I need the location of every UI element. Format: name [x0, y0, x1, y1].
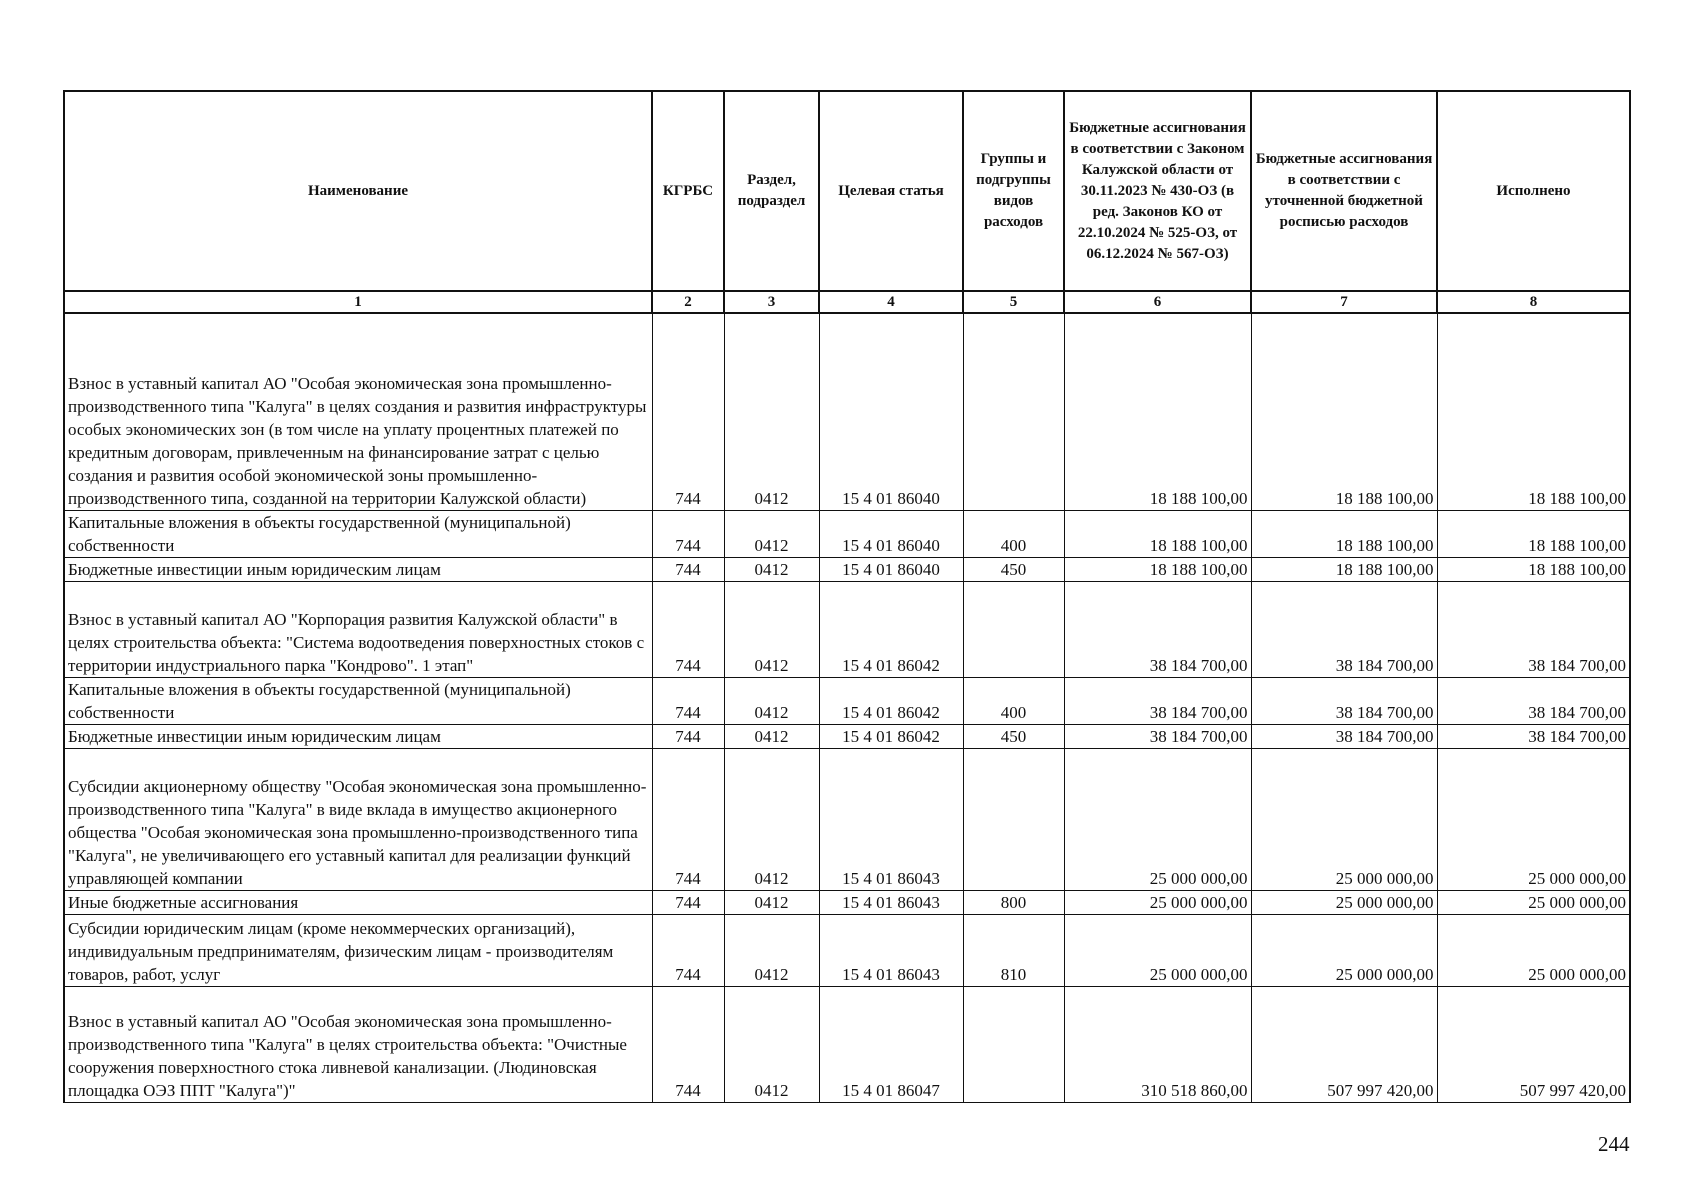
page-number: 244 — [1598, 1132, 1630, 1156]
row-group: 450 — [963, 724, 1064, 748]
row-kgrbs: 744 — [652, 557, 724, 581]
row-group: 400 — [963, 510, 1064, 557]
row-group: 400 — [963, 677, 1064, 724]
row-section: 0412 — [724, 581, 819, 677]
row-target: 15 4 01 86040 — [819, 557, 963, 581]
row-name: Субсидии юридическим лицам (кроме некоммерческих организаций), индивидуальным предпринимателям, физическим лицам - производителям товаров, работ, услуг — [64, 914, 652, 986]
header-target: Целевая статья — [819, 91, 963, 291]
header-section: Раздел, подраздел — [724, 91, 819, 291]
table-row — [64, 313, 1630, 510]
budget-table — [63, 90, 1631, 1103]
row-executed-amount: 18 188 100,00 — [1437, 557, 1630, 581]
row-executed-amount: 38 184 700,00 — [1437, 581, 1630, 677]
header-refined-allocations: Бюджетные ассигнования в соответствии с уточненной бюджетной росписью расходов — [1251, 91, 1437, 291]
row-executed-amount: 38 184 700,00 — [1437, 677, 1630, 724]
row-section: 0412 — [724, 557, 819, 581]
row-name: Бюджетные инвестиции иным юридическим лицам — [64, 724, 652, 748]
row-target: 15 4 01 86042 — [819, 677, 963, 724]
row-kgrbs: 744 — [652, 748, 724, 890]
header-row — [64, 91, 1630, 291]
row-target: 15 4 01 86043 — [819, 914, 963, 986]
row-law-amount: 25 000 000,00 — [1064, 890, 1251, 914]
table-row — [64, 748, 1630, 890]
row-executed-amount: 38 184 700,00 — [1437, 724, 1630, 748]
table-row — [64, 890, 1630, 914]
row-target: 15 4 01 86040 — [819, 313, 963, 510]
row-section: 0412 — [724, 748, 819, 890]
table-row — [64, 581, 1630, 677]
row-refined-amount: 18 188 100,00 — [1251, 313, 1437, 510]
row-group: 810 — [963, 914, 1064, 986]
row-law-amount: 38 184 700,00 — [1064, 581, 1251, 677]
header-group: Группы и подгруппы видов расходов — [963, 91, 1064, 291]
row-law-amount: 18 188 100,00 — [1064, 510, 1251, 557]
row-section: 0412 — [724, 313, 819, 510]
column-number: 8 — [1437, 291, 1630, 313]
column-number: 7 — [1251, 291, 1437, 313]
row-executed-amount: 25 000 000,00 — [1437, 890, 1630, 914]
column-number-row — [64, 291, 1630, 313]
row-law-amount: 18 188 100,00 — [1064, 557, 1251, 581]
row-name: Субсидии акционерному обществу "Особая экономическая зона промышленно-производственного типа "Калуга" в виде вклада в имущество акционерного общества "Особая экономическая зона промышленно-производственного типа "Калуга", не увеличивающего его уставный капитал для реализации функций управляющей компании — [64, 748, 652, 890]
row-refined-amount: 38 184 700,00 — [1251, 677, 1437, 724]
row-refined-amount: 18 188 100,00 — [1251, 557, 1437, 581]
row-kgrbs: 744 — [652, 510, 724, 557]
header-law-allocations: Бюджетные ассигнования в соответствии с Законом Калужской области от 30.11.2023 № 430-ОЗ (в ред. Законов КО от 22.10.2024 № 525-ОЗ, от 06.12.2024 № 567-ОЗ) — [1064, 91, 1251, 291]
table-row — [64, 677, 1630, 724]
row-refined-amount: 25 000 000,00 — [1251, 890, 1437, 914]
row-refined-amount: 18 188 100,00 — [1251, 510, 1437, 557]
column-number: 2 — [652, 291, 724, 313]
row-name: Иные бюджетные ассигнования — [64, 890, 652, 914]
row-executed-amount: 25 000 000,00 — [1437, 914, 1630, 986]
table-row — [64, 914, 1630, 986]
row-kgrbs: 744 — [652, 890, 724, 914]
row-refined-amount: 25 000 000,00 — [1251, 748, 1437, 890]
table-row — [64, 986, 1630, 1102]
row-section: 0412 — [724, 986, 819, 1102]
header-executed: Исполнено — [1437, 91, 1630, 291]
table-row — [64, 724, 1630, 748]
row-group: 800 — [963, 890, 1064, 914]
column-number: 6 — [1064, 291, 1251, 313]
column-number: 4 — [819, 291, 963, 313]
column-number: 5 — [963, 291, 1064, 313]
row-group: 450 — [963, 557, 1064, 581]
row-refined-amount: 25 000 000,00 — [1251, 914, 1437, 986]
row-section: 0412 — [724, 914, 819, 986]
row-name: Капитальные вложения в объекты государственной (муниципальной) собственности — [64, 677, 652, 724]
row-section: 0412 — [724, 510, 819, 557]
table-row — [64, 557, 1630, 581]
row-kgrbs: 744 — [652, 914, 724, 986]
row-kgrbs: 744 — [652, 677, 724, 724]
row-group — [963, 313, 1064, 510]
row-refined-amount: 38 184 700,00 — [1251, 724, 1437, 748]
row-section: 0412 — [724, 724, 819, 748]
row-law-amount: 25 000 000,00 — [1064, 914, 1251, 986]
column-number: 3 — [724, 291, 819, 313]
header-name: Наименование — [64, 91, 652, 291]
row-section: 0412 — [724, 890, 819, 914]
row-target: 15 4 01 86043 — [819, 890, 963, 914]
header-kgrbs: КГРБС — [652, 91, 724, 291]
table-row — [64, 510, 1630, 557]
row-refined-amount: 38 184 700,00 — [1251, 581, 1437, 677]
row-group — [963, 986, 1064, 1102]
row-name: Бюджетные инвестиции иным юридическим лицам — [64, 557, 652, 581]
row-law-amount: 310 518 860,00 — [1064, 986, 1251, 1102]
row-name: Взнос в уставный капитал АО "Корпорация развития Калужской области" в целях строительства объекта: "Система водоотведения поверхностных стоков с территории индустриального парка "Кондрово". 1 этап" — [64, 581, 652, 677]
row-law-amount: 18 188 100,00 — [1064, 313, 1251, 510]
row-kgrbs: 744 — [652, 724, 724, 748]
row-name: Капитальные вложения в объекты государственной (муниципальной) собственности — [64, 510, 652, 557]
row-group — [963, 581, 1064, 677]
row-name: Взнос в уставный капитал АО "Особая экономическая зона промышленно-производственного типа "Калуга" в целях строительства объекта: "Очистные сооружения поверхностного стока ливневой канализации. (Людиновская площадка ОЭЗ ППТ "Калуга")" — [64, 986, 652, 1102]
row-executed-amount: 18 188 100,00 — [1437, 313, 1630, 510]
row-target: 15 4 01 86042 — [819, 724, 963, 748]
row-kgrbs: 744 — [652, 581, 724, 677]
row-executed-amount: 507 997 420,00 — [1437, 986, 1630, 1102]
row-refined-amount: 507 997 420,00 — [1251, 986, 1437, 1102]
row-target: 15 4 01 86040 — [819, 510, 963, 557]
row-name: Взнос в уставный капитал АО "Особая экономическая зона промышленно-производственного типа "Калуга" в целях создания и развития инфраструктуры особых экономических зон (в том числе на уплату процентных платежей по кредитным договорам, привлеченным на финансирование затрат с целью создания и развития особой экономической зоны промышленно-производственного типа, созданной на территории Калужской области) — [64, 313, 652, 510]
row-target: 15 4 01 86047 — [819, 986, 963, 1102]
row-kgrbs: 744 — [652, 986, 724, 1102]
row-law-amount: 38 184 700,00 — [1064, 724, 1251, 748]
row-section: 0412 — [724, 677, 819, 724]
row-executed-amount: 18 188 100,00 — [1437, 510, 1630, 557]
row-target: 15 4 01 86042 — [819, 581, 963, 677]
column-number: 1 — [64, 291, 652, 313]
row-law-amount: 25 000 000,00 — [1064, 748, 1251, 890]
row-executed-amount: 25 000 000,00 — [1437, 748, 1630, 890]
row-kgrbs: 744 — [652, 313, 724, 510]
row-law-amount: 38 184 700,00 — [1064, 677, 1251, 724]
row-target: 15 4 01 86043 — [819, 748, 963, 890]
row-group — [963, 748, 1064, 890]
